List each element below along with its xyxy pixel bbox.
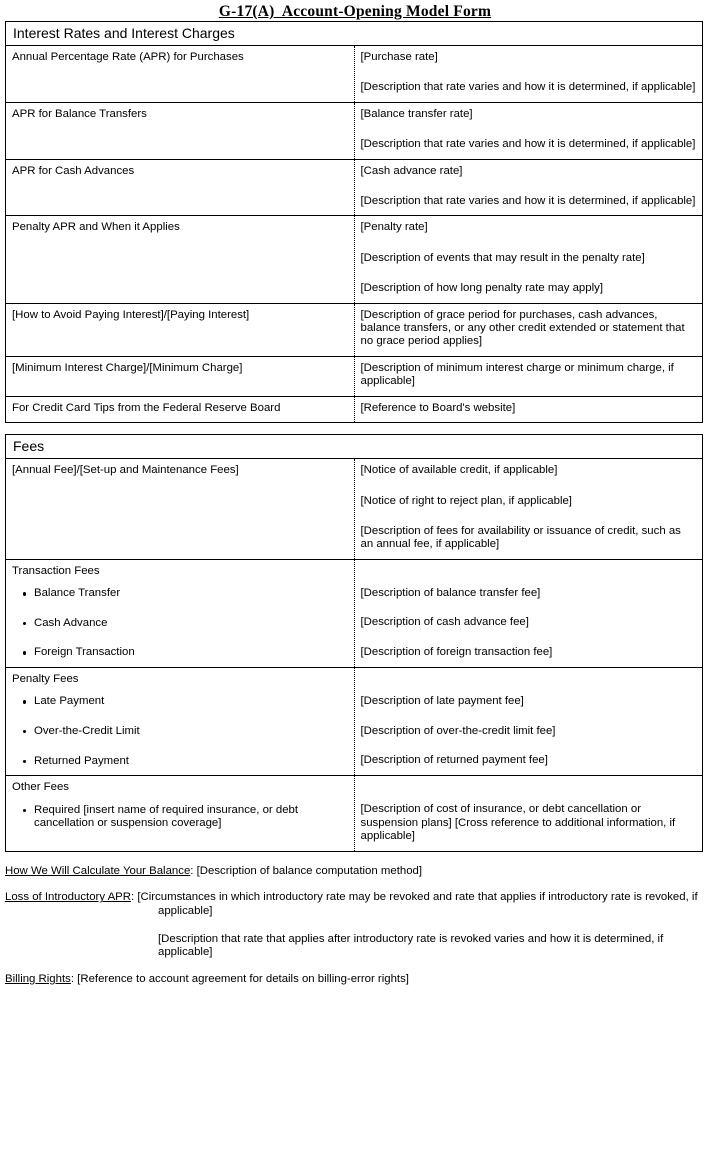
- row-value: [354, 459, 703, 560]
- interest-rates-section-header: Interest Rates and Interest Charges: [6, 22, 703, 46]
- fees-table: [5, 434, 703, 852]
- note-lead-label: How We Will Calculate Your Balance: [5, 864, 191, 877]
- value-paragraph: [Balance transfer rate]: [360, 107, 473, 120]
- note-intro-apr: [5, 891, 705, 959]
- value-paragraph: [Description of late payment fee]: [360, 694, 524, 707]
- fee-group-title: Penalty Fees: [12, 672, 79, 685]
- note-balance: [5, 865, 705, 879]
- note-line: [5, 891, 705, 918]
- row-label: [6, 667, 355, 775]
- value-paragraph: [Description of cash advance fee]: [360, 616, 529, 629]
- note-body: : [Circumstances in which introductory rate may be revoked and rate that applies if introductory rate is revoked, if applicable]: [131, 891, 698, 918]
- row-value: [354, 102, 703, 159]
- fee-group-title: Transaction Fees: [12, 564, 100, 577]
- row-value: [354, 356, 703, 396]
- row-value: [354, 776, 703, 852]
- value-paragraph: [Description of events that may result in the penalty rate]: [360, 251, 645, 264]
- list-item: Over-the-Credit Limit: [12, 725, 348, 739]
- note-lead-label: Billing Rights: [5, 972, 71, 985]
- table-section-header-row: [6, 22, 703, 46]
- table-separator-gap: [0, 423, 710, 434]
- row-label: [6, 776, 355, 852]
- value-paragraph: [Description that rate varies and how it is determined, if applicable]: [360, 138, 696, 151]
- row-label: APR for Cash Advances: [6, 159, 355, 216]
- fees-section-header: Fees: [6, 435, 703, 459]
- value-paragraph: [Description of grace period for purchases, cash advances, balance transfers, or any other credit extended or statement that no grace period applies]: [360, 308, 685, 348]
- row-label: [How to Avoid Paying Interest]/[Paying Interest]: [6, 303, 355, 356]
- interest-rates-table-wrapper: [5, 21, 705, 423]
- table-row: [6, 102, 703, 159]
- value-paragraph: [Cash advance rate]: [360, 164, 463, 177]
- list-item: Foreign Transaction: [12, 646, 348, 660]
- table-row: [6, 667, 703, 775]
- list-item: Late Payment: [12, 695, 348, 709]
- fee-bullet-list: [12, 804, 348, 831]
- value-paragraph: [Reference to Board's website]: [360, 401, 516, 414]
- row-label: [6, 559, 355, 667]
- note-body: : [Description of balance computation method]: [190, 864, 423, 877]
- row-label: [Annual Fee]/[Set-up and Maintenance Fees]: [6, 459, 355, 560]
- row-value: [354, 396, 703, 422]
- row-value: [354, 303, 703, 356]
- value-paragraph: [Description of minimum interest charge or minimum charge, if applicable]: [360, 361, 674, 388]
- table-row: [6, 559, 703, 667]
- page-title: G-17(A) Account-Opening Model Form: [218, 3, 492, 20]
- interest-rates-table: [5, 21, 703, 423]
- list-item: Cash Advance: [12, 617, 348, 631]
- value-paragraph: [Notice of available credit, if applicable]: [360, 464, 558, 477]
- value-paragraph: [Description of cost of insurance, or debt cancellation or suspension plans] [Cross reference to additional information, if applicable]: [360, 803, 676, 843]
- value-paragraph: [Penalty rate]: [360, 221, 428, 234]
- value-paragraph: [Notice of right to reject plan, if applicable]: [360, 494, 572, 507]
- fee-bullet-list: [12, 587, 348, 660]
- table-row: [6, 303, 703, 356]
- fee-group-title: Other Fees: [12, 781, 69, 794]
- footer-notes: [5, 865, 705, 987]
- note-lead-label: Loss of Introductory APR: [5, 891, 131, 904]
- table-row: [6, 46, 703, 103]
- note-continuation: [Description that rate that applies after introductory rate is revoked varies and how it is determined, if applicable]: [158, 932, 664, 959]
- value-paragraph: [Description of balance transfer fee]: [360, 586, 541, 599]
- table-row: [6, 396, 703, 422]
- value-paragraph: [Description that rate varies and how it is determined, if applicable]: [360, 195, 696, 208]
- table-row: [6, 216, 703, 303]
- list-item: Required [insert name of required insurance, or debt cancellation or suspension coverage]: [12, 804, 348, 831]
- table-row: [6, 459, 703, 560]
- table-row: [6, 776, 703, 852]
- row-value: [354, 559, 703, 667]
- row-label: For Credit Card Tips from the Federal Reserve Board: [6, 396, 355, 422]
- value-paragraph: [Purchase rate]: [360, 51, 438, 63]
- fee-bullet-list: [12, 695, 348, 768]
- row-label: APR for Balance Transfers: [6, 102, 355, 159]
- row-label: Penalty APR and When it Applies: [6, 216, 355, 303]
- value-paragraph: [Description of foreign transaction fee]: [360, 645, 553, 658]
- value-paragraph: [Description of fees for availability or issuance of credit, such as an annual fee, if applicable]: [360, 524, 681, 551]
- fees-table-wrapper: [5, 434, 705, 852]
- value-paragraph: [Description of returned payment fee]: [360, 754, 548, 767]
- row-value: [354, 667, 703, 775]
- row-label: Annual Percentage Rate (APR) for Purchases: [6, 46, 355, 103]
- list-item: Balance Transfer: [12, 587, 348, 601]
- table-section-header-row: [6, 435, 703, 459]
- value-paragraph: [Description that rate varies and how it is determined, if applicable]: [360, 81, 696, 94]
- note-body: : [Reference to account agreement for details on billing-error rights]: [70, 972, 409, 985]
- row-label: [Minimum Interest Charge]/[Minimum Charge]: [6, 356, 355, 396]
- row-value: [354, 159, 703, 216]
- table-row: [6, 159, 703, 216]
- row-value: [354, 46, 703, 103]
- note-billing-rights: [5, 973, 705, 987]
- note-line: [5, 865, 705, 879]
- list-item: Returned Payment: [12, 755, 348, 769]
- note-line: [5, 973, 705, 987]
- value-paragraph: [Description of over-the-credit limit fee]: [360, 724, 556, 737]
- value-paragraph: [Description of how long penalty rate may apply]: [360, 282, 603, 295]
- row-value: [354, 216, 703, 303]
- table-row: [6, 356, 703, 396]
